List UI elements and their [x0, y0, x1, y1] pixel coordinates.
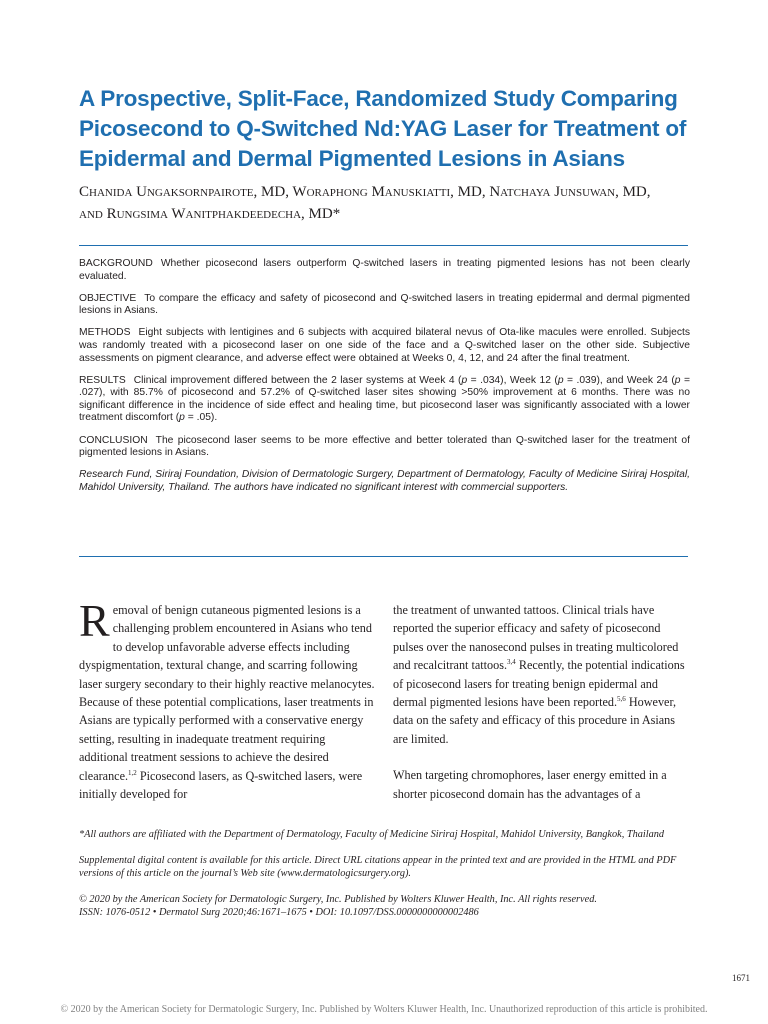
- body-text-3: However, data on the safety and efficacy of this procedure in Asians are limited.: [393, 695, 677, 746]
- section-label-methods: METHODS: [79, 327, 131, 339]
- abstract-conclusion: [79, 435, 690, 460]
- body-column-left: [79, 595, 377, 803]
- body-paragraph-1: [393, 601, 691, 748]
- author-line-1: Chanida Ungaksornpairote, MD, Woraphong Manuskiatti, MD, Natchaya Junsuwan, MD,: [79, 184, 651, 200]
- results-text-5: = .05).: [184, 412, 218, 424]
- abstract-top-rule: [79, 245, 688, 246]
- issn-line: ISSN: 1076-0512 • Dermatol Surg 2020;46:1671–1675 • DOI: 10.1097/DSS.0000000000002486: [79, 907, 479, 919]
- abstract-background: [79, 258, 690, 283]
- affiliation-footnote: *All authors are affiliated with the Department of Dermatology, Faculty of Medicine Siriraj Hospital, Mahidol University, Bangkok, Thailand: [79, 829, 665, 840]
- p-value-symbol: p: [461, 374, 468, 386]
- drop-cap: R: [79, 595, 110, 646]
- citation-ref: 5,6: [617, 694, 626, 703]
- objective-text: To compare the efficacy and safety of picosecond and Q-switched lasers in treating epidermal and dermal pigmented lesions in Asians.: [79, 292, 690, 317]
- copyright-line: © 2020 by the American Society for Dermatologic Surgery, Inc. Published by Wolters Kluwer Health, Inc. All rights reserved.: [79, 893, 597, 905]
- abstract-bottom-rule: [79, 556, 688, 557]
- section-label-background: BACKGROUND: [79, 258, 153, 269]
- body-text-1: the treatment of unwanted tattoos. Clinical trials have reported the superior efficacy and safety of picosecond pulses over the nanosecond pulses in treating multicolored and recalcitrant tattoos.: [393, 603, 679, 673]
- citation-ref: 3,4: [507, 658, 516, 667]
- section-label-results: RESULTS: [79, 374, 126, 386]
- p-value-symbol: p: [557, 374, 564, 386]
- author-list: [79, 181, 699, 225]
- results-text-1: Clinical improvement differed between the 2 laser systems at Week 4 (: [133, 374, 462, 386]
- article-title: A Prospective, Split-Face, Randomized Study Comparing Picosecond to Q-Switched Nd:YAG Laser for Treatment of Epidermal and Dermal Pigmented Lesions in Asians: [79, 86, 687, 171]
- citation-ref: 1,2: [128, 768, 137, 777]
- reproduction-notice: © 2020 by the American Society for Dermatologic Surgery, Inc. Published by Wolters Kluwer Health, Inc. Unauthorized reproduction of this article is prohibited.: [60, 1004, 708, 1015]
- section-label-conclusion: CONCLUSION: [79, 434, 148, 446]
- abstract-objective: [79, 293, 690, 318]
- supplemental-footnote: Supplemental digital content is available for this article. Direct URL citations appear in the printed text and are provided in the HTML and PDF versions of this article on the journal’s Web site (www.dermatologicsurgery.org).: [79, 854, 677, 880]
- funding-statement: Research Fund, Siriraj Foundation, Division of Dermatologic Surgery, Department of Dermatology, Faculty of Medicine Siriraj Hospital, Mahidol University, Thailand. The authors have indicated no significant interest with commercial supporters.: [79, 469, 690, 493]
- background-text: Whether picosecond lasers outperform Q-switched lasers in treating pigmented lesions has not been clearly evaluated.: [79, 258, 690, 282]
- page-number: 1671: [732, 973, 750, 983]
- intro-paragraph: [79, 595, 377, 803]
- body-text-2: Recently, the potential indications of picosecond lasers for treating benign epidermal and dermal pigmented lesions have been reported.: [393, 658, 685, 710]
- body-column-right: [393, 601, 691, 803]
- methods-text: Eight subjects with lentigines and 6 subjects with acquired bilateral nevus of Ota-like macules were enrolled. Subjects was randomly treated with a picosecond laser on one side of the face and a Q-switched laser on the other side. Subjective assessments on pigment clearance, and adverse effect were obtained at Weeks 0, 4, 12, and 24 after the final treatment.: [79, 327, 690, 364]
- author-line-2: and Rungsima Wanitphakdeedecha, MD*: [79, 206, 341, 222]
- abstract: [79, 258, 690, 504]
- intro-text-1: emoval of benign cutaneous pigmented lesions is a challenging problem encountered in Asians who tend to develop unfavorable adverse effects including dyspigmentation, textural change, and scarring following laser surgery secondary to their highly reactive melanocytes. Because of these potential complications, laser treatments in Asians are typically performed with a conservative energy setting, resulting in inadequate treatment requiring additional treatment sessions to achieve the desired clearance.: [79, 603, 375, 783]
- footnotes: [79, 828, 694, 920]
- results-text-4: = .027), with 85.7% of picosecond and 57.2% of Q-switched laser sites showing >50% improvement at 6 months. There was no significant difference in the incidence of side effect and healing time, but picosecond laser was significantly associated with a lower treatment discomfort (: [79, 374, 690, 424]
- intro-text-2: Picosecond lasers, as Q-switched lasers, were initially developed for: [79, 768, 363, 802]
- abstract-results: [79, 375, 690, 425]
- section-label-objective: OBJECTIVE: [79, 292, 137, 304]
- results-text-2: = .034), Week 12 (: [467, 374, 558, 386]
- abstract-methods: [79, 327, 690, 365]
- body-paragraph-2: When targeting chromophores, laser energy emitted in a shorter picosecond domain has the advantages of a: [393, 768, 667, 801]
- conclusion-text: The picosecond laser seems to be more effective and better tolerated than Q-switched laser for the treatment of pigmented lesions in Asians.: [79, 434, 690, 459]
- p-value-symbol: p: [179, 412, 185, 424]
- results-text-3: = .039), and Week 24 (: [563, 374, 675, 386]
- p-value-symbol: p: [674, 374, 681, 386]
